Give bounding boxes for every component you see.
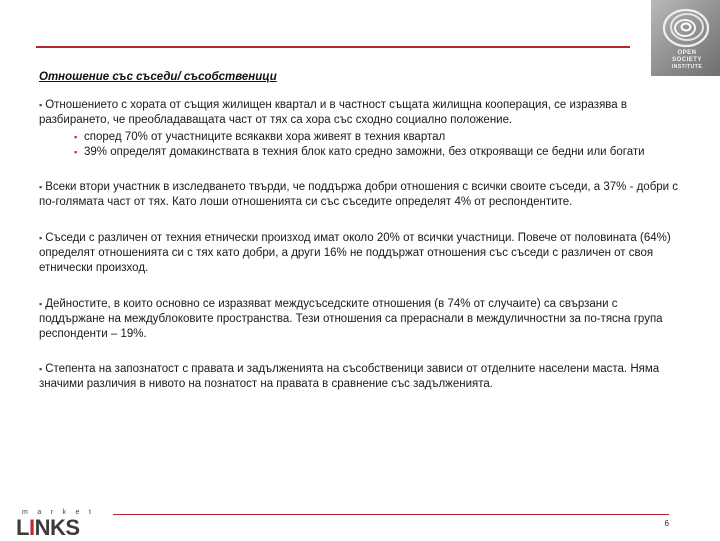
sub-bullet-icon: ▪	[74, 132, 78, 142]
slide-title: Отношение със съседи/ съсобственици	[39, 71, 277, 83]
sub-item-text: 39% определят домакинствата в техния блок като средно заможни, без открояващи се бедни или богати	[84, 146, 645, 158]
paragraph-text: Всеки втори участник в изследването твърди, че поддържа добри отношения с всички своите съседи, а 37% - добри с по-голямата част от тях. Като лоши отношенията си със съседите определят 4% от респондентите.	[39, 181, 679, 208]
top-divider	[36, 46, 630, 48]
logo-market-text: market	[22, 509, 101, 516]
paragraph-2	[39, 180, 679, 210]
osi-line-1: OPEN	[677, 50, 697, 56]
paragraph-text: Степента на запознатост с правата и задълженията на съсобственици зависи от отделните населени маста. Няма значими различия в нивото на познатост на правата в сравнение със задълженията.	[39, 363, 660, 390]
sub-bullet-icon: ▪	[74, 147, 78, 157]
paragraph-3	[39, 231, 679, 276]
sub-item-text: според 70% от участниците всякакви хора живеят в техния квартал	[84, 131, 446, 143]
paragraph-5	[39, 362, 679, 392]
bullet-icon: ▪	[39, 364, 43, 374]
paragraph-1	[39, 98, 679, 128]
open-society-logo	[651, 0, 720, 76]
sub-item	[39, 145, 679, 160]
bottom-divider	[113, 514, 669, 515]
osi-line-3: INSTITUTE	[671, 64, 703, 70]
osi-line-2: SOCIETY	[672, 57, 702, 63]
bullet-icon: ▪	[39, 100, 43, 110]
slide-content	[39, 98, 679, 392]
logo-letters-nks: NKS	[34, 515, 80, 540]
logo-links-text	[16, 515, 80, 541]
spiral-icon	[661, 6, 711, 50]
page-number: 6	[664, 519, 669, 528]
paragraph-text: Съседи с различен от техния етнически произход имат около 20% от всички участници. Повече от половината (64%) определят отношенията си с тях като добри, а други 16% не поддържат отношения със съседи с различен от своя етнически произход.	[39, 232, 671, 274]
bullet-icon: ▪	[39, 299, 43, 309]
paragraph-text: Дейностите, в които основно се изразяват междусъседските отношения (в 74% от случаите) са свързани с поддържане на междублоковите пространства. Тези отношения са прераснали в междуличностни за по-тясна група респонденти – 19%.	[39, 298, 663, 340]
logo-letter-i: I	[28, 515, 35, 540]
paragraph-text: Отношението с хората от същия жилищен квартал и в частност същата жилищна кооперация, се изразява в разбирането, че преобладаващата част от тях са хора със сходно социално положение.	[39, 99, 627, 126]
market-links-logo	[16, 509, 108, 540]
sub-item	[39, 130, 679, 145]
logo-letter-l: L	[16, 515, 29, 540]
sub-list	[39, 130, 679, 160]
paragraph-4	[39, 297, 679, 342]
bullet-icon: ▪	[39, 182, 43, 192]
bullet-icon: ▪	[39, 233, 43, 243]
